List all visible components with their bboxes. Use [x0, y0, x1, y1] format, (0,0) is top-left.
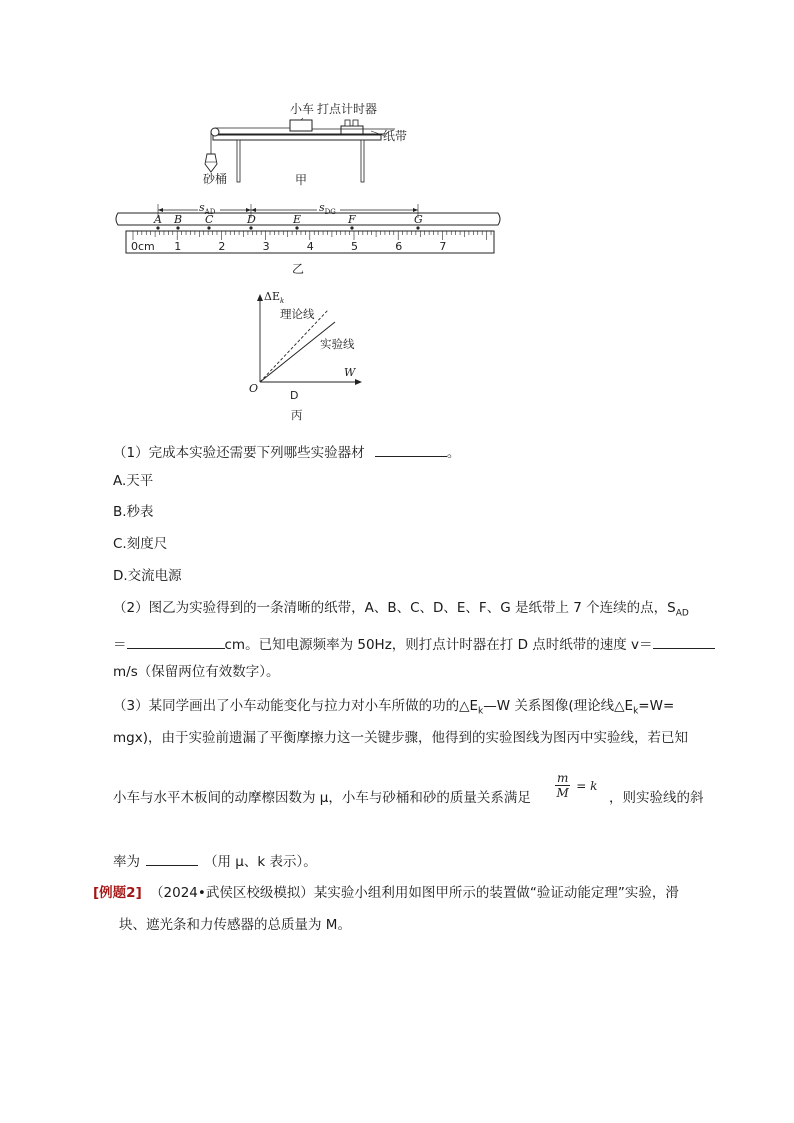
ruler-number: 1 — [174, 240, 182, 253]
tape-point-label: B — [174, 213, 183, 226]
apparatus-figure — [195, 98, 420, 188]
q2-line3: m/s（保留两位有效数字）。 — [113, 664, 280, 680]
experiment-line-label: 实验线 — [320, 337, 355, 351]
figure-yi-caption: 乙 — [292, 262, 305, 276]
graph-below-label: D — [290, 389, 299, 402]
tape-point-dot — [249, 226, 252, 229]
tape-point-label: C — [205, 213, 214, 226]
s-dg-label: $s_{DG}$ — [319, 201, 336, 216]
theory-line-label: 理论线 — [280, 307, 315, 321]
tape-point-dot — [176, 226, 179, 229]
q1-answer-blank[interactable] — [375, 444, 447, 457]
tape-point-dot — [416, 226, 419, 229]
ruler-number: 3 — [262, 240, 270, 253]
q1-option-b: B.秒表 — [113, 504, 154, 520]
mass-ratio-fraction: $\frac{m}{M}$ = k — [556, 771, 598, 800]
x-axis-label: W — [344, 366, 356, 379]
example2-line2: 块、遮光条和力传感器的总质量为 M。 — [119, 917, 351, 933]
tape-point-dot — [156, 226, 159, 229]
s-ad-label: $s_{AD}$ — [199, 201, 216, 216]
ruler-number: 4 — [306, 240, 314, 253]
q1-option-d: D.交流电源 — [113, 568, 182, 584]
q2-line2: ＝ cm。已知电源频率为 50Hz，则打点计时器在打 D 点时纸带的速度 v＝ — [113, 636, 715, 653]
tape-point-label: E — [293, 213, 302, 226]
q3-line3-end: ，则实验线的斜 — [609, 790, 704, 806]
figure-bing-caption: 丙 — [291, 408, 303, 421]
s-ad-answer-blank[interactable] — [127, 636, 225, 649]
q3-line2: mgx)，由于实验前遗漏了平衡摩擦力这一关键步骤，他得到的实验图线为图丙中实验线，若已知 — [113, 730, 688, 746]
q1-text: （1）完成本实验还需要下列哪些实验器材 。 — [113, 445, 461, 461]
origin-label: O — [249, 382, 259, 395]
ruler-number: 7 — [439, 240, 447, 253]
timer-label: 打点计时器 — [317, 102, 378, 116]
tape-point-label: G — [414, 213, 423, 226]
example2-line1: [例题2] （2024•武侯区校级模拟）某实验小组利用如图甲所示的装置做“验证动能定理”实验，滑 — [93, 885, 679, 901]
tape-point-dot — [295, 226, 298, 229]
ruler-number: 5 — [351, 240, 358, 253]
bucket-label: 砂桶 — [203, 172, 228, 186]
tape-point-label: D — [247, 213, 256, 226]
q3-line4: 率为 （用 μ、k 表示）。 — [113, 854, 317, 870]
q1-option-c: C.刻度尺 — [113, 536, 168, 552]
tape-label: 纸带 — [383, 129, 408, 143]
tape-ruler-figure — [112, 198, 504, 276]
cart-label: 小车 — [290, 102, 315, 116]
q1-option-a: A.天平 — [113, 473, 154, 489]
y-axis-label: $\Delta E_k$ — [264, 290, 285, 305]
tape-point-label: F — [348, 213, 356, 226]
q3-line1: （3）某同学画出了小车动能变化与拉力对小车所做的功的$\triangle E_k—W$ 关系图像(理论线$\triangle E_k=W=$ — [113, 698, 675, 717]
q2-line1: （2）图乙为实验得到的一条清晰的纸带，A、B、C、D、E、F、G 是纸带上 7 个连续的点，$S_{AD}$ — [113, 600, 689, 619]
tape-point-dot — [207, 226, 210, 229]
energy-work-graph — [240, 286, 370, 421]
ruler-number: 2 — [218, 240, 226, 253]
velocity-answer-blank[interactable] — [653, 636, 715, 649]
ruler-unit-label: 0cm — [131, 240, 155, 253]
tape-point-label: A — [154, 213, 162, 226]
q3-line3: 小车与水平木板间的动摩檫因数为 μ，小车与砂桶和砂的质量关系满足 — [113, 790, 531, 806]
example2-tag: [例题2] — [93, 885, 142, 901]
figure-jia-caption: 甲 — [295, 173, 308, 187]
ruler-number: 6 — [395, 240, 403, 253]
tape-point-dot — [350, 226, 353, 229]
slope-answer-blank[interactable] — [146, 853, 198, 866]
